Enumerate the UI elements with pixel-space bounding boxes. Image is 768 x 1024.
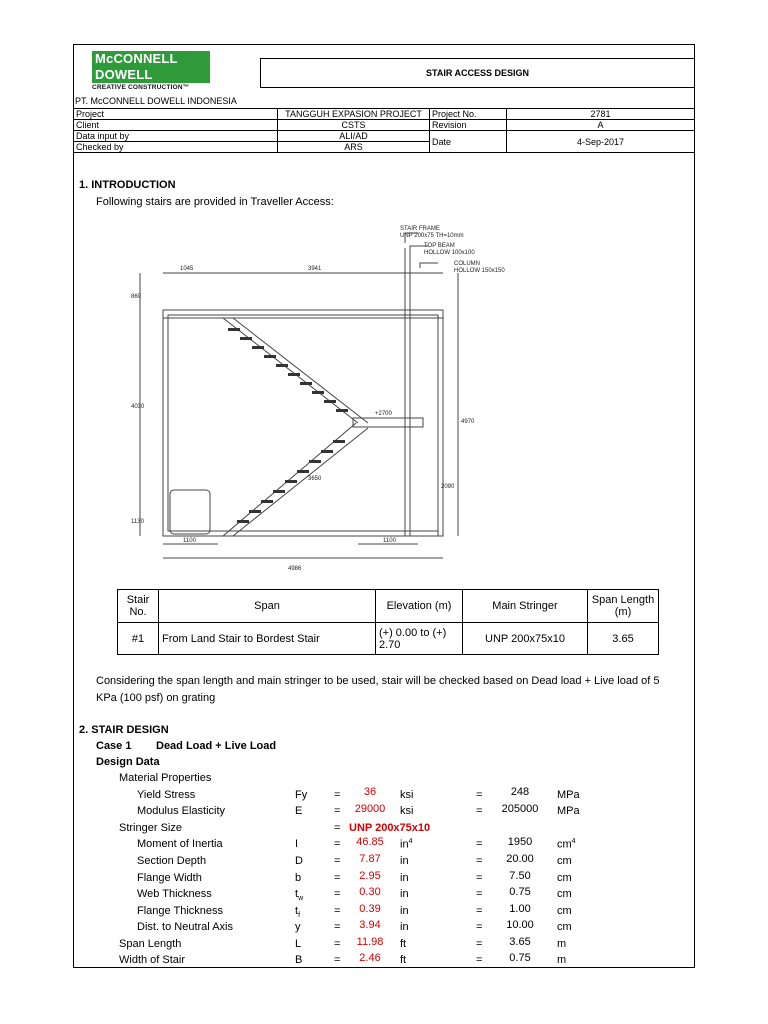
stair-width-value-metric: 0.75 [509, 952, 531, 964]
table-cell: From Land Stair to Bordest Stair [159, 623, 376, 655]
logo-line1: McCONNELL [92, 51, 210, 67]
stair-width-value-imperial: 2.46 [359, 952, 381, 964]
company-name: PT. McCONNELL DOWELL INDONESIA [75, 96, 237, 106]
header-label: Revision [430, 120, 507, 131]
drawing-note: UNP 200x75 TH=10mm [400, 233, 464, 239]
table-cell: #1 [118, 623, 159, 655]
stair-width-symbol: B [295, 954, 303, 966]
dim-diagonal: 3650 [308, 476, 322, 482]
prop-value-metric: 1950 [507, 836, 533, 848]
table-header: Span [159, 590, 376, 623]
yield-unit-imperial: ksi [400, 789, 414, 801]
prop-unit-imperial: in [400, 905, 409, 917]
equals: = [334, 938, 341, 950]
header-table [73, 108, 695, 153]
company-logo [92, 51, 210, 91]
equals: = [476, 838, 483, 850]
yield-label: Yield Stress [137, 789, 196, 801]
prop-symbol: $t_w$ [295, 888, 304, 903]
document-title: STAIR ACCESS DESIGN [260, 58, 695, 88]
equals: = [476, 938, 483, 950]
stair-tread [336, 409, 348, 412]
prop-label: Dist. to Neutral Axis [137, 921, 233, 933]
stair-tread [249, 510, 261, 513]
stair-tread [273, 490, 285, 493]
dim-left-mid: 4030 [131, 404, 145, 410]
stair-tread [288, 373, 300, 376]
modulus-unit-metric: MPa [557, 805, 580, 817]
stair-tread [309, 460, 321, 463]
drawing-note: TOP BEAM [424, 243, 455, 249]
logo-line2: DOWELL [92, 67, 210, 83]
dim-top-right: 3941 [308, 266, 322, 272]
header-value: 2781 [507, 109, 695, 120]
header-label: Checked by [74, 142, 278, 153]
upper-stringer [223, 318, 358, 423]
header-label: Data input by [74, 131, 278, 142]
prop-symbol: y [295, 921, 301, 933]
equals: = [334, 789, 341, 801]
prop-value-imperial: 0.39 [359, 903, 381, 915]
equals: = [334, 872, 341, 884]
span-length-unit-metric: m [557, 938, 567, 950]
header-label: Project [74, 109, 278, 120]
prop-label: Moment of Inertia [137, 838, 223, 850]
equals: = [476, 872, 483, 884]
prop-unit-metric: cm [557, 905, 572, 917]
prop-symbol: $t_f$ [295, 905, 301, 920]
prop-unit-metric: cm [557, 888, 572, 900]
prop-value-imperial: 3.94 [359, 919, 381, 931]
equals: = [334, 805, 341, 817]
equals: = [334, 954, 341, 966]
stair-tread [261, 500, 273, 503]
stair-tread [252, 346, 264, 349]
equals: = [476, 805, 483, 817]
case-title: Dead Load + Live Load [156, 740, 277, 752]
consideration-text: Considering the span length and main stringer to be used, stair will be checked based on Dead load + Live load of 5 KPa (100 psf) on grating [96, 675, 660, 704]
prop-label: Flange Width [137, 872, 202, 884]
header-value: ALI/AD [278, 131, 430, 142]
yield-unit-metric: MPa [557, 789, 580, 801]
dim-right-lower: 2090 [441, 484, 455, 490]
section-heading-design: 2. STAIR DESIGN [79, 724, 169, 736]
prop-unit-imperial: in [400, 888, 409, 900]
equals: = [476, 888, 483, 900]
stair-tread [312, 391, 324, 394]
equals: = [334, 921, 341, 933]
prop-unit-imperial: $in^4$ [400, 838, 413, 851]
stair-table [117, 589, 659, 655]
prop-value-metric: 0.75 [509, 886, 531, 898]
modulus-symbol: E [295, 805, 303, 817]
stair-width-unit-metric: m [557, 954, 567, 966]
prop-symbol: b [295, 872, 302, 884]
drawing-note: HOLLOW 150x150 [454, 268, 505, 274]
prop-label: Section Depth [137, 855, 207, 867]
stair-drawing [128, 218, 508, 580]
dim-left-top: 860 [131, 294, 142, 300]
stair-frame-outline [163, 310, 443, 536]
span-length-value-metric: 3.65 [509, 936, 531, 948]
case-label: Case 1 [96, 740, 132, 752]
drawing-note: STAIR FRAME [400, 226, 440, 232]
dim-right-total: 4970 [461, 419, 475, 425]
header-value: ARS [278, 142, 430, 153]
yield-value-metric: 248 [510, 786, 530, 798]
span-length-symbol: L [295, 938, 302, 950]
drawing-note: COLUMN [454, 261, 481, 267]
stair-tread [300, 382, 312, 385]
design-data-heading: Design Data [96, 756, 160, 768]
header-label: Client [74, 120, 278, 131]
stair-tread [228, 328, 240, 331]
dim-bottom-total: 4986 [288, 566, 302, 572]
stair-tread [321, 450, 333, 453]
prop-unit-metric: cm [557, 872, 572, 884]
prop-unit-metric: $cm^4$ [557, 838, 576, 851]
prop-symbol: I [295, 838, 299, 850]
stringer-size-value: UNP 200x75x10 [349, 822, 431, 834]
header-value: A [507, 120, 695, 131]
handrail-box [170, 490, 210, 534]
stair-tread [285, 480, 297, 483]
equals: = [476, 921, 483, 933]
equals: = [476, 855, 483, 867]
table-header: Stair No. [118, 590, 159, 623]
equals: = [334, 822, 341, 834]
header-value: 4-Sep-2017 [507, 131, 695, 153]
table-cell: UNP 200x75x10 [463, 623, 588, 655]
span-length-value-imperial: 11.98 [356, 936, 384, 948]
modulus-label: Modulus Elasticity [137, 805, 226, 817]
prop-unit-metric: cm [557, 855, 572, 867]
stair-width-label: Width of Stair [119, 954, 186, 966]
prop-value-imperial: 7.87 [359, 853, 381, 865]
equals: = [476, 905, 483, 917]
logo-tagline: CREATIVE CONSTRUCTION™ [92, 84, 190, 91]
stair-tread [264, 355, 276, 358]
equals: = [334, 855, 341, 867]
stair-tread [240, 337, 252, 340]
prop-unit-metric: cm [557, 921, 572, 933]
table-cell: (+) 0.00 to (+) 2.70 [376, 623, 463, 655]
dim-elevation: +2700 [375, 411, 392, 417]
material-properties-heading: Material Properties [119, 772, 212, 784]
prop-unit-imperial: in [400, 872, 409, 884]
prop-value-metric: 1.00 [509, 903, 531, 915]
dim-top-left: 1045 [180, 266, 194, 272]
dim-left-bot: 1130 [131, 519, 144, 525]
dim-bottom-right: 1100 [383, 538, 396, 544]
stair-width-unit-imperial: ft [400, 954, 407, 966]
prop-value-imperial: 46.85 [356, 836, 384, 848]
section-heading-intro: 1. INTRODUCTION [79, 179, 176, 191]
prop-unit-imperial: in [400, 921, 409, 933]
stair-frame-inner [168, 315, 438, 531]
stringer-size-label: Stringer Size [119, 822, 182, 834]
equals: = [334, 888, 341, 900]
modulus-value-imperial: 29000 [354, 803, 386, 815]
prop-symbol: D [295, 855, 303, 867]
stair-tread [276, 364, 288, 367]
header-label: Date [430, 131, 507, 153]
prop-label: Web Thickness [137, 888, 212, 900]
yield-symbol: Fy [295, 789, 308, 801]
prop-value-metric: 20.00 [506, 853, 534, 865]
stair-tread [324, 400, 336, 403]
yield-value-imperial: 36 [363, 786, 377, 798]
prop-value-metric: 7.50 [509, 870, 531, 882]
stair-tread [237, 520, 249, 523]
equals: = [334, 905, 341, 917]
drawing-note: HOLLOW 100x100 [424, 250, 475, 256]
equals: = [476, 954, 483, 966]
modulus-value-metric: 205000 [501, 803, 539, 815]
prop-label: Flange Thickness [137, 905, 224, 917]
prop-value-metric: 10.00 [506, 919, 534, 931]
header-value: TANGGUH EXPASION PROJECT [278, 109, 430, 120]
table-header: Span Length (m) [588, 590, 659, 623]
table-cell: 3.65 [588, 623, 659, 655]
header-value: CSTS [278, 120, 430, 131]
table-header: Main Stringer [463, 590, 588, 623]
prop-value-imperial: 0.30 [359, 886, 381, 898]
dim-bottom-left: 1100 [183, 538, 196, 544]
table-header: Elevation (m) [376, 590, 463, 623]
equals: = [476, 789, 483, 801]
prop-unit-imperial: in [400, 855, 409, 867]
modulus-unit-imperial: ksi [400, 805, 414, 817]
lower-stringer [223, 423, 356, 536]
prop-value-imperial: 2.95 [359, 870, 381, 882]
intro-text: Following stairs are provided in Traveller Access: [96, 196, 334, 208]
stair-tread [297, 470, 309, 473]
span-length-unit-imperial: ft [400, 938, 407, 950]
header-label: Project No. [430, 109, 507, 120]
span-length-label: Span Length [119, 938, 182, 950]
stair-tread [333, 440, 345, 443]
equals: = [334, 838, 341, 850]
